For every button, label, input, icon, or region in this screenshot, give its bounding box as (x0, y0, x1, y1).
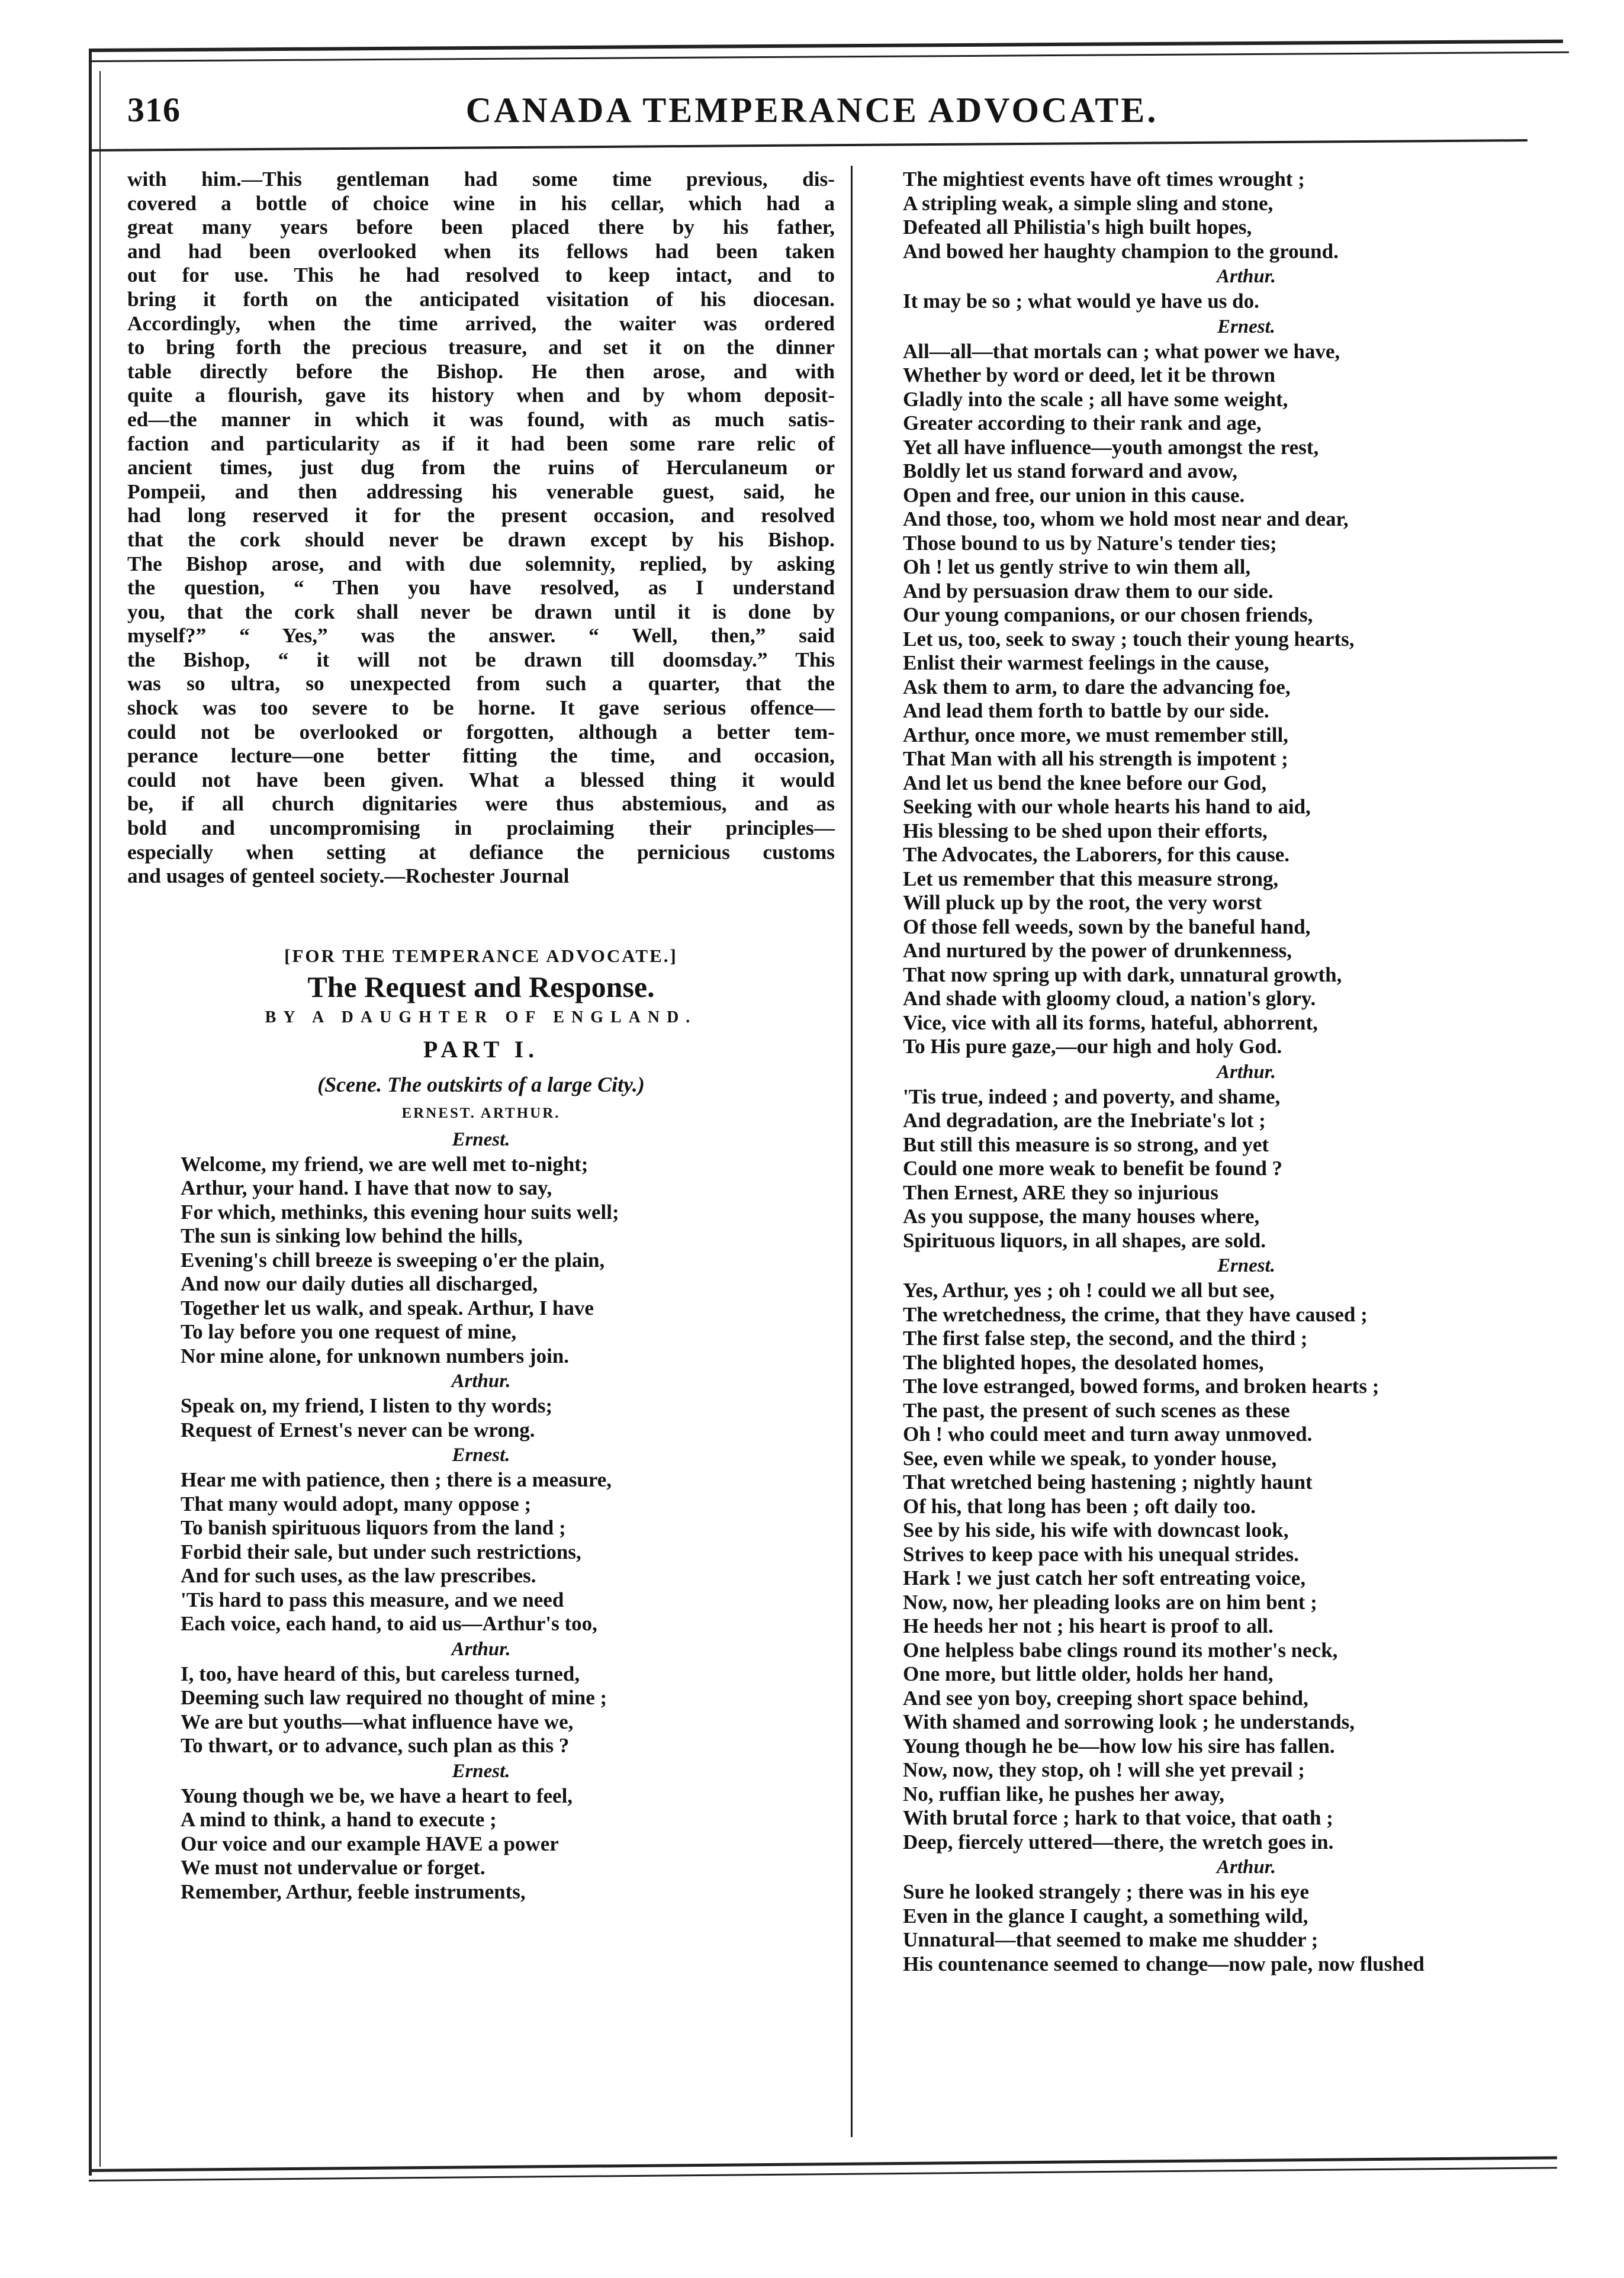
poem-line: Deep, fiercely uttered—there, the wretch goes in. (903, 1830, 1334, 1854)
top-border-rule-thin (89, 52, 1569, 62)
poem-line: Could one more weak to benefit be found ? (903, 1157, 1283, 1180)
article-line: out for use. This he had resolved to keep intact, and to (127, 263, 835, 287)
poem-line: Ask them to arm, to dare the advancing foe, (903, 675, 1291, 699)
poem-line: The Advocates, the Laborers, for this cause. (903, 843, 1289, 866)
poem-line: Oh ! who could meet and turn away unmoved. (903, 1423, 1313, 1446)
speaker-name: Arthur. (451, 1370, 511, 1392)
article-line: shock was too severe to be horne. It gave serious offence— (127, 696, 835, 720)
poem-line: The love estranged, bowed forms, and broken hearts ; (903, 1375, 1379, 1398)
poem-line: Strives to keep pace with his unequal strides. (903, 1542, 1299, 1566)
poem-line: 'Tis hard to pass this measure, and we need (181, 1588, 564, 1611)
poem-line: Hark ! we just catch her soft entreating voice, (903, 1566, 1306, 1590)
article-line: with him.—This gentleman had some time previous, dis- (127, 168, 835, 191)
left-border-rule-inner (99, 71, 101, 2167)
speaker-name: Arthur. (1217, 1856, 1276, 1878)
speaker-name: Ernest. (452, 1444, 510, 1466)
article-line: The Bishop arose, and with due solemnity, replied, by asking (127, 552, 835, 575)
poem-line: Let us remember that this measure strong, (903, 867, 1279, 890)
article-line: and usages of genteel society.—Rochester Journal (127, 864, 570, 888)
poem-line: Hear me with patience, then ; there is a measure, (181, 1468, 612, 1492)
poem-line: That now spring up with dark, unnatural growth, (903, 963, 1342, 986)
poem-line: Evening's chill breeze is sweeping o'er the plain, (181, 1248, 605, 1272)
poem-line: The past, the present of such scenes as these (903, 1398, 1290, 1422)
article-line: table directly before the Bishop. He then arose, and with (127, 359, 835, 383)
article-line: bold and uncompromising in proclaiming their principles— (127, 816, 835, 840)
article-line: covered a bottle of choice wine in his cellar, which had a (127, 191, 835, 215)
poem-line: Then Ernest, ARE they so injurious (903, 1180, 1218, 1204)
poem-line: His countenance seemed to change—now pale, now flushed (903, 1952, 1424, 1975)
article-line: ed—the manner in which it was found, with as much satis- (127, 407, 835, 431)
left-column (127, 168, 835, 1904)
left-border-rule (89, 50, 92, 2176)
right-column (903, 168, 1590, 1976)
poem-line: But still this measure is so strong, and yet (903, 1132, 1269, 1156)
part-label: PART I. (423, 1035, 539, 1063)
poem-line: Spirituous liquors, in all shapes, are sold. (903, 1228, 1266, 1252)
poem-line: It may be so ; what would ye have us do. (903, 289, 1259, 313)
article-line: could not have been given. What a blessed thing it would (127, 768, 835, 791)
poem-line: Now, now, they stop, oh ! will she yet prevail ; (903, 1758, 1305, 1781)
poem-line: With brutal force ; hark to that voice, that oath ; (903, 1806, 1333, 1829)
header-rule (89, 139, 1527, 152)
poem-line: Arthur, your hand. I have that now to say, (181, 1176, 552, 1200)
poem-line: Gladly into the scale ; all have some weight, (903, 387, 1288, 411)
article-line: that the cork should never be drawn except by his Bishop. (127, 527, 835, 551)
poem-line: And now our daily duties all discharged, (181, 1272, 538, 1296)
poem-line: To banish spirituous liquors from the land ; (181, 1516, 566, 1540)
article-line: the question, “ Then you have resolved, as I understand (127, 576, 835, 600)
character-list: ERNEST. ARTHUR. (401, 1105, 561, 1121)
article-line: Accordingly, when the time arrived, the waiter was ordered (127, 311, 835, 335)
poem-line: The sun is sinking low behind the hills, (181, 1224, 523, 1248)
poem-line: Deeming such law required no thought of mine ; (181, 1686, 607, 1710)
speaker-name: Arthur. (1217, 1061, 1276, 1083)
poem-line: Yet all have influence—youth amongst the rest, (903, 435, 1319, 459)
article-line: was so ultra, so unexpected from such a quarter, that the (127, 672, 835, 696)
poem-line: Whether by word or deed, let it be thrown (903, 363, 1276, 387)
article-line: great many years before been placed there by his father, (127, 215, 835, 239)
poem-line: And by persuasion draw them to our side. (903, 579, 1274, 603)
poem-line: Our voice and our example HAVE a power (181, 1832, 559, 1855)
column-divider (851, 166, 853, 2137)
article-line: could not be overlooked or forgotten, although a better tem- (127, 720, 835, 744)
poem-line: One helpless babe clings round its mother's neck, (903, 1638, 1338, 1662)
article-line: and had been overlooked when its fellows had been taken (127, 239, 835, 263)
poem-line: See, even while we speak, to yonder house, (903, 1446, 1277, 1470)
poem-line: Young though we be, we have a heart to feel, (181, 1784, 573, 1807)
poem-line: And see yon boy, creeping short space behind, (903, 1686, 1308, 1710)
article-line: the Bishop, “ it will not be drawn till doomsday.” This (127, 648, 835, 671)
poem-line: The first false step, the second, and the third ; (903, 1327, 1308, 1350)
article-line: faction and particularity as if it had been some rare relic of (127, 432, 835, 455)
poem-line: That wretched being hastening ; nightly haunt (903, 1471, 1313, 1494)
poem-line: Oh ! let us gently strive to win them all, (903, 555, 1251, 578)
poem-line: And bowed her haughty champion to the ground. (903, 239, 1339, 263)
poem-line: I, too, have heard of this, but careless turned, (181, 1662, 580, 1685)
poem-line: See by his side, his wife with downcast look, (903, 1518, 1289, 1542)
poem-line: Seeking with our whole hearts his hand to aid, (903, 795, 1311, 818)
poem-line: And lead them forth to battle by our side. (903, 699, 1269, 722)
poem-line: Request of Ernest's never can be wrong. (181, 1418, 535, 1442)
poem-line: And degradation, are the Inebriate's lot ; (903, 1109, 1266, 1132)
poem-line: We must not undervalue or forget. (181, 1856, 485, 1880)
poem-line: All—all—that mortals can ; what power we have, (903, 339, 1340, 363)
poem-line: No, ruffian like, he pushes her away, (903, 1782, 1224, 1806)
poem-line: As you suppose, the many houses where, (903, 1205, 1260, 1228)
poem-line: Even in the glance I caught, a something wild, (903, 1904, 1308, 1928)
poem-title: The Request and Response. (307, 970, 655, 1003)
poem-line: Remember, Arthur, feeble instruments, (181, 1880, 526, 1903)
article-line: bring it forth on the anticipated visitation of his diocesan. (127, 287, 835, 311)
poem-line: Of those fell weeds, sown by the baneful hand, (903, 915, 1311, 938)
speaker-name: Ernest. (452, 1128, 510, 1150)
article-line: ancient times, just dug from the ruins of Herculaneum or (127, 456, 835, 480)
poem-line: That Man with all his strength is impotent ; (903, 747, 1288, 770)
poem-line: And shade with gloomy cloud, a nation's glory. (903, 987, 1316, 1010)
poem-line: To His pure gaze,—our high and holy God. (903, 1035, 1282, 1058)
article-line: had long reserved it for the present occasion, and resolved (127, 504, 835, 527)
poem-line: And those, too, whom we hold most near and dear, (903, 507, 1349, 530)
poem-line: That many would adopt, many oppose ; (181, 1492, 532, 1516)
article-line: be, if all church dignitaries were thus abstemious, and as (127, 792, 835, 816)
poem-line: Each voice, each hand, to aid us—Arthur's too, (181, 1612, 597, 1636)
speaker-name: Arthur. (451, 1638, 511, 1660)
poem-line: Together let us walk, and speak. Arthur, I have (181, 1296, 594, 1320)
poem-line: The mightiest events have oft times wrought ; (903, 168, 1305, 191)
poem-line: Greater according to their rank and age, (903, 411, 1262, 435)
poem-line: Arthur, once more, we must remember still, (903, 723, 1288, 747)
top-border-rule (89, 40, 1563, 52)
poem-line: Nor mine alone, for unknown numbers join. (181, 1344, 570, 1368)
article-line: myself?” “ Yes,” was the answer. “ Well, then,” said (127, 624, 835, 648)
poem-line: 'Tis true, indeed ; and poverty, and shame, (903, 1085, 1281, 1108)
poem-line: The wretchedness, the crime, that they have caused ; (903, 1302, 1368, 1326)
poem-line: A stripling weak, a simple sling and stone, (903, 191, 1274, 215)
poem-line: We are but youths—what influence have we, (181, 1710, 574, 1733)
poem-line: Now, now, her pleading looks are on him bent ; (903, 1590, 1317, 1614)
poem-line: Young though he be—how low his sire has fallen. (903, 1734, 1335, 1758)
poem-line: Open and free, our union in this cause. (903, 483, 1245, 507)
poem-line: Of his, that long has been ; oft daily too. (903, 1494, 1256, 1518)
poem-line: Unnatural—that seemed to make me shudder ; (903, 1928, 1319, 1951)
poem-line: The blighted hopes, the desolated homes, (903, 1350, 1264, 1374)
poem-line: Those bound to us by Nature's tender ties; (903, 531, 1277, 555)
scene-direction: (Scene. The outskirts of a large City.) (317, 1072, 645, 1096)
poem-line: One more, but little older, holds her hand, (903, 1662, 1274, 1685)
poem-line: Speak on, my friend, I listen to thy words; (181, 1394, 553, 1418)
poem-author: BY A DAUGHTER OF ENGLAND. (265, 1008, 697, 1027)
poem-line: Let us, too, seek to sway ; touch their young hearts, (903, 627, 1355, 651)
poem-line: Sure he looked strangely ; there was in his eye (903, 1880, 1310, 1903)
poem-line: And let us bend the knee before our God, (903, 771, 1267, 794)
article-line: especially when setting at defiance the pernicious customs (127, 840, 835, 864)
page-number: 316 (127, 91, 181, 129)
speaker-name: Ernest. (1217, 1255, 1276, 1276)
poem-line: For which, methinks, this evening hour suits well; (181, 1200, 619, 1224)
poem-line: Forbid their sale, but under such restrictions, (181, 1540, 581, 1563)
poem-line: A mind to think, a hand to execute ; (181, 1808, 497, 1832)
poem-line: Enlist their warmest feelings in the cause, (903, 651, 1269, 674)
article-line: you, that the cork shall never be drawn until it is done by (127, 600, 835, 623)
poem-line: Defeated all Philistia's high built hopes, (903, 215, 1252, 239)
speaker-name: Ernest. (452, 1760, 510, 1782)
poem-stanzas-right (903, 168, 1590, 1976)
poem-attribution: [FOR THE TEMPERANCE ADVOCATE.] (284, 945, 678, 966)
article-line: Pompeii, and then addressing his venerable guest, said, he (127, 480, 835, 503)
poem-line: Yes, Arthur, yes ; oh ! could we all but see, (903, 1279, 1275, 1302)
poem-line: He heeds her not ; his heart is proof to all. (903, 1614, 1274, 1637)
poem-line: To lay before you one request of mine, (181, 1320, 517, 1344)
poem-line: His blessing to be shed upon their efforts, (903, 819, 1268, 842)
article-text (127, 168, 835, 889)
poem-line: And nurtured by the power of drunkenness, (903, 939, 1292, 962)
article-line: quite a flourish, gave its history when and by whom deposit- (127, 384, 835, 407)
poem-line: Our young companions, or our chosen friends, (903, 603, 1313, 626)
poem-line: Welcome, my friend, we are well met to-night; (181, 1152, 589, 1176)
poem-line: Boldly let us stand forward and avow, (903, 459, 1237, 482)
poem-line: With shamed and sorrowing look ; he understands, (903, 1710, 1355, 1733)
speaker-name: Arthur. (1217, 266, 1276, 287)
poem-line: And for such uses, as the law prescribes. (181, 1564, 536, 1588)
poem-line: Vice, vice with all its forms, hateful, abhorrent, (903, 1011, 1318, 1034)
speaker-name: Ernest. (1217, 316, 1276, 337)
article-line: perance lecture—one better fitting the time, and occasion, (127, 744, 835, 768)
poem-line: Will pluck up by the root, the very worst (903, 891, 1262, 914)
page-header-title: CANADA TEMPERANCE ADVOCATE. (465, 91, 1159, 130)
poem-line: To thwart, or to advance, such plan as this ? (181, 1734, 570, 1758)
poem-stanzas-left (127, 1127, 835, 1904)
article-line: to bring forth the precious treasure, and set it on the dinner (127, 336, 835, 359)
